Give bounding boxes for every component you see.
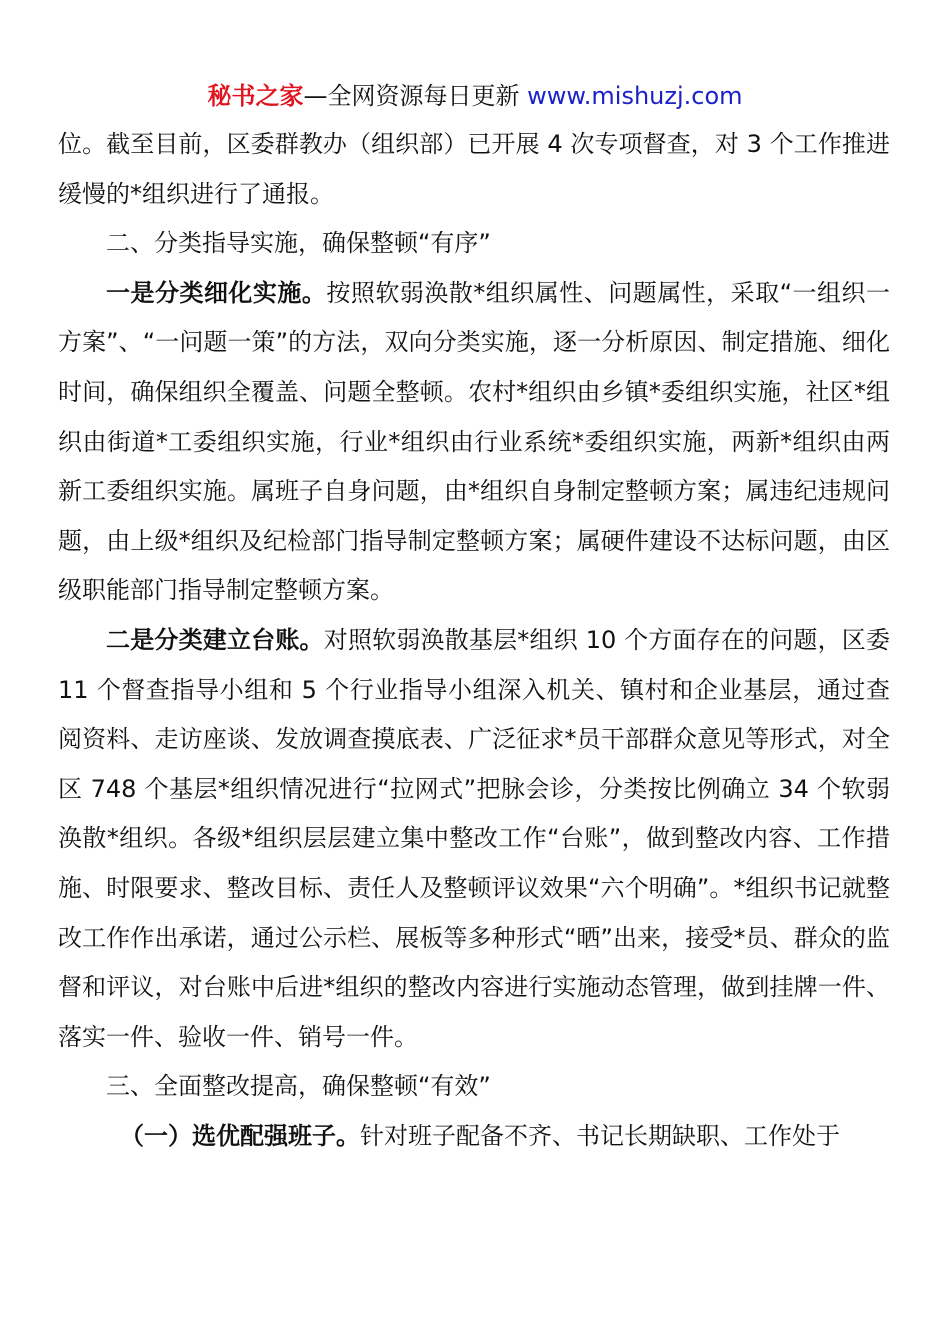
section-heading-text: 三、全面整改提高，确保整顿“有效” (106, 1072, 491, 1101)
section-heading-text: 二、分类指导实施，确保整顿“有序” (106, 229, 491, 258)
paragraph-lead: （一）选优配强班子。 (120, 1121, 360, 1150)
document-body (58, 120, 890, 1161)
section-heading (58, 219, 890, 269)
paragraph-lead: 一是分类细化实施。 (106, 278, 327, 307)
paragraph-text: 按照软弱涣散*组织属性、问题属性，采取“一组织一方案”、“一问题一策”的方法，双向分类实施，逐一分析原因、制定措施、细化时间，确保组织全覆盖、问题全整顿。农村*组织由乡镇*委组织实施，社区*组织由街道*工委组织实施，行业*组织由行业系统*委组织实施，两新*组织由两新工委组织实施。属班子自身问题，由*组织自身制定整顿方案；属违纪违规问题，由上级*组织及纪检部门指导制定整顿方案；属硬件建设不达标问题，由区级职能部门指导制定整顿方案。 (58, 278, 891, 605)
site-url-link[interactable]: www.mishuzj.com (527, 82, 743, 110)
paragraph-text: 位。截至目前，区委群教办（组织部）已开展 4 次专项督查，对 3 个工作推进缓慢的*组织进行了通报。 (58, 130, 890, 208)
header-tagline: —全网资源每日更新 (303, 82, 528, 110)
site-header (0, 80, 950, 112)
paragraph (58, 616, 890, 1062)
brand-name: 秘书之家 (207, 82, 304, 110)
paragraph-lead: 二是分类建立台账。 (106, 625, 324, 654)
paragraph-continuation (58, 120, 890, 219)
section-heading (58, 1062, 890, 1112)
paragraph-text: 对照软弱涣散基层*组织 10 个方面存在的问题，区委 11 个督查指导小组和 5 个行业指导小组深入机关、镇村和企业基层，通过查阅资料、走访座谈、发放调查摸底表、广泛征求*员干部群众意见等形式，对全区 748 个基层*组织情况进行“拉网式”把脉会诊，分类按比例确立 34 个软弱涣散*组织。各级*组织层层建立集中整改工作“台账”，做到整改内容、工作措施、时限要求、整改目标、责任人及整顿评议效果“六个明确”。*组织书记就整改工作作出承诺，通过公示栏、展板等多种形式“晒”出来，接受*员、群众的监督和评议，对台账中后进*组织的整改内容进行实施动态管理，做到挂牌一件、落实一件、验收一件、销号一件。 (58, 625, 891, 1051)
paragraph (58, 269, 890, 616)
paragraph-text: 针对班子配备不齐、书记长期缺职、工作处于 (360, 1121, 840, 1150)
subsection-paragraph (58, 1112, 890, 1162)
